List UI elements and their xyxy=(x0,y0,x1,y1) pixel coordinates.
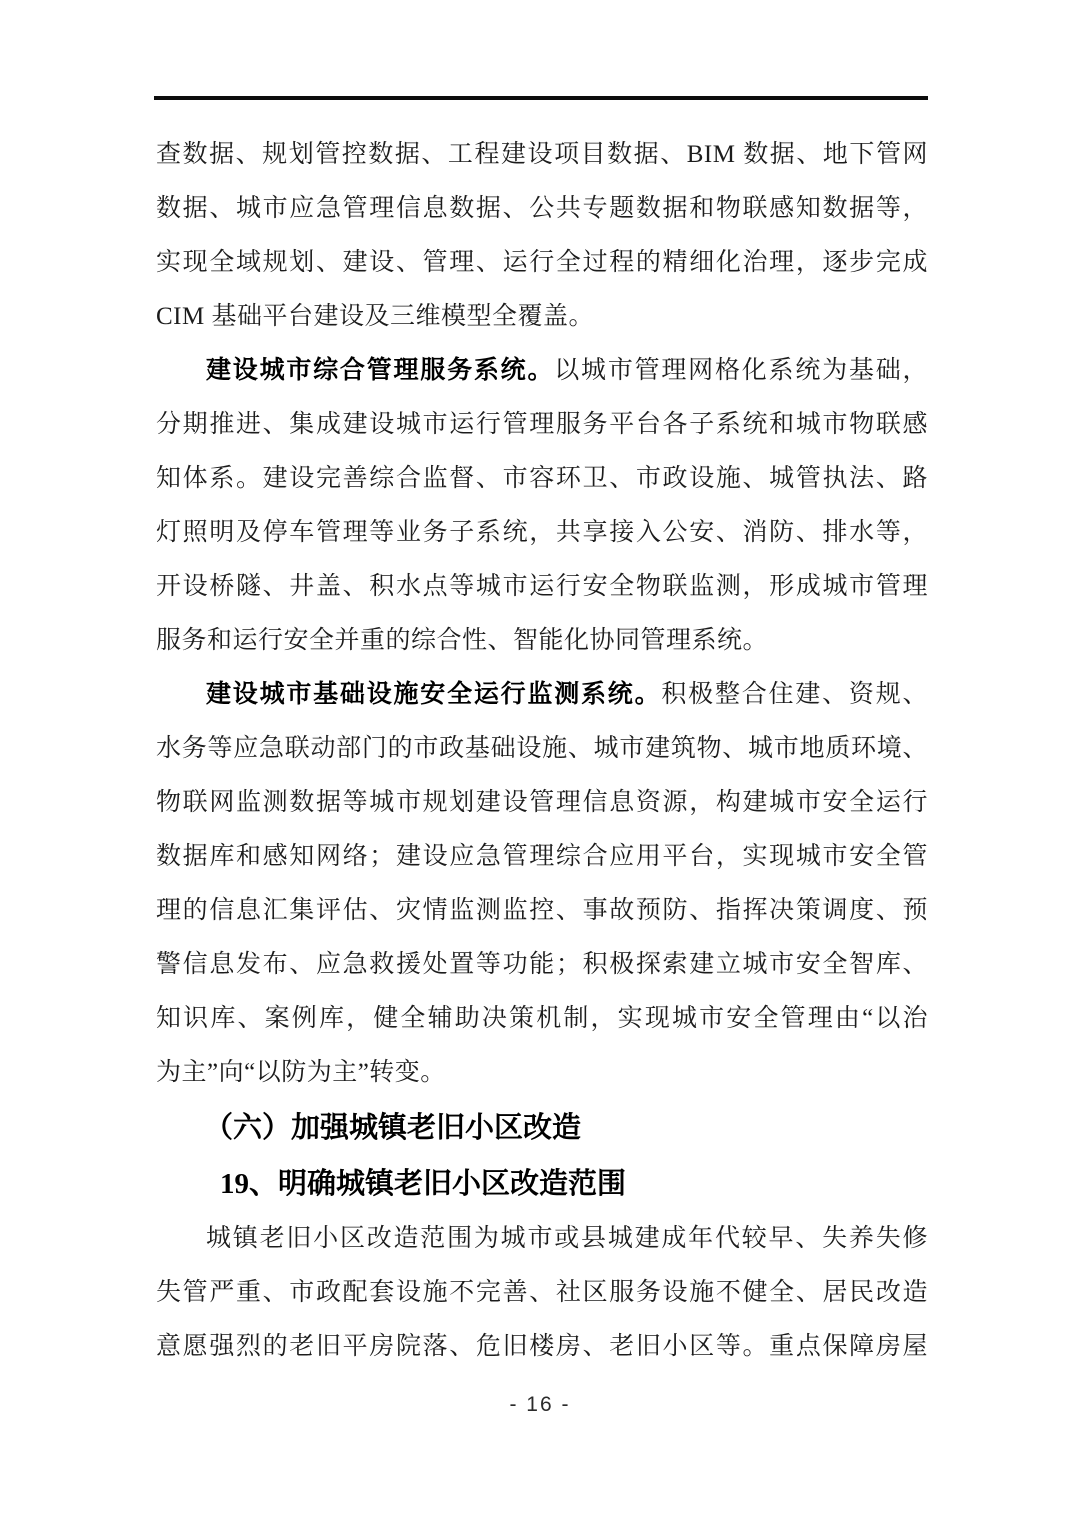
paragraph-line: 城镇老旧小区改造范围为城市或县城建成年代较早、失养失修 xyxy=(206,1225,928,1252)
paragraph-line: 开设桥隧、井盖、积水点等城市运行安全物联监测，形成城市管理 xyxy=(156,573,928,600)
paragraph-line: 知识库、案例库，健全辅助决策机制，实现城市安全管理由“以治 xyxy=(156,1005,928,1032)
paragraph-line: 查数据、规划管控数据、工程建设项目数据、BIM 数据、地下管网 xyxy=(156,141,928,168)
paragraph-line xyxy=(156,668,928,722)
paragraph-line: 数据、城市应急管理信息数据、公共专题数据和物联感知数据等， xyxy=(156,195,928,222)
paragraph-line: 分期推进、集成建设城市运行管理服务平台各子系统和城市物联感 xyxy=(156,411,928,438)
paragraph-line: 数据库和感知网络；建设应急管理综合应用平台，实现城市安全管 xyxy=(156,843,928,870)
paragraph-line: 服务和运行安全并重的综合性、智能化协同管理系统。 xyxy=(156,627,769,654)
item-heading: 19、明确城镇老旧小区改造范围 xyxy=(220,1168,627,1200)
paragraph-lead: 建设城市基础设施安全运行监测系统。 xyxy=(206,681,662,708)
page-number: - 16 - xyxy=(509,1393,571,1416)
paragraph-line: 实现全域规划、建设、管理、运行全过程的精细化治理，逐步完成 xyxy=(156,249,928,276)
paragraph-line xyxy=(156,344,928,398)
paragraph-line: 理的信息汇集评估、灾情监测监控、事故预防、指挥决策调度、预 xyxy=(156,897,928,924)
paragraph-text: 以城市管理网格化系统为基础， xyxy=(554,357,928,384)
paragraph-line: 失管严重、市政配套设施不完善、社区服务设施不健全、居民改造 xyxy=(156,1279,928,1306)
header-rule xyxy=(154,96,928,100)
document-body xyxy=(156,128,928,1374)
paragraph-line: 物联网监测数据等城市规划建设管理信息资源，构建城市安全运行 xyxy=(156,789,928,816)
paragraph-line: 警信息发布、应急救援处置等功能；积极探索建立城市安全智库、 xyxy=(156,951,928,978)
paragraph-line: 意愿强烈的老旧平房院落、危旧楼房、老旧小区等。重点保障房屋 xyxy=(156,1333,928,1360)
paragraph-line: CIM 基础平台建设及三维模型全覆盖。 xyxy=(156,303,594,330)
paragraph-line: 知体系。建设完善综合监督、市容环卫、市政设施、城管执法、路 xyxy=(156,465,928,492)
paragraph-text: 积极整合住建、资规、 xyxy=(661,681,928,708)
section-heading: （六）加强城镇老旧小区改造 xyxy=(204,1112,582,1144)
paragraph-line: 灯照明及停车管理等业务子系统，共享接入公安、消防、排水等， xyxy=(156,519,928,546)
paragraph-line: 为主”向“以防为主”转变。 xyxy=(156,1059,446,1086)
paragraph-lead: 建设城市综合管理服务系统。 xyxy=(206,357,555,384)
paragraph-line: 水务等应急联动部门的市政基础设施、城市建筑物、城市地质环境、 xyxy=(156,735,928,762)
